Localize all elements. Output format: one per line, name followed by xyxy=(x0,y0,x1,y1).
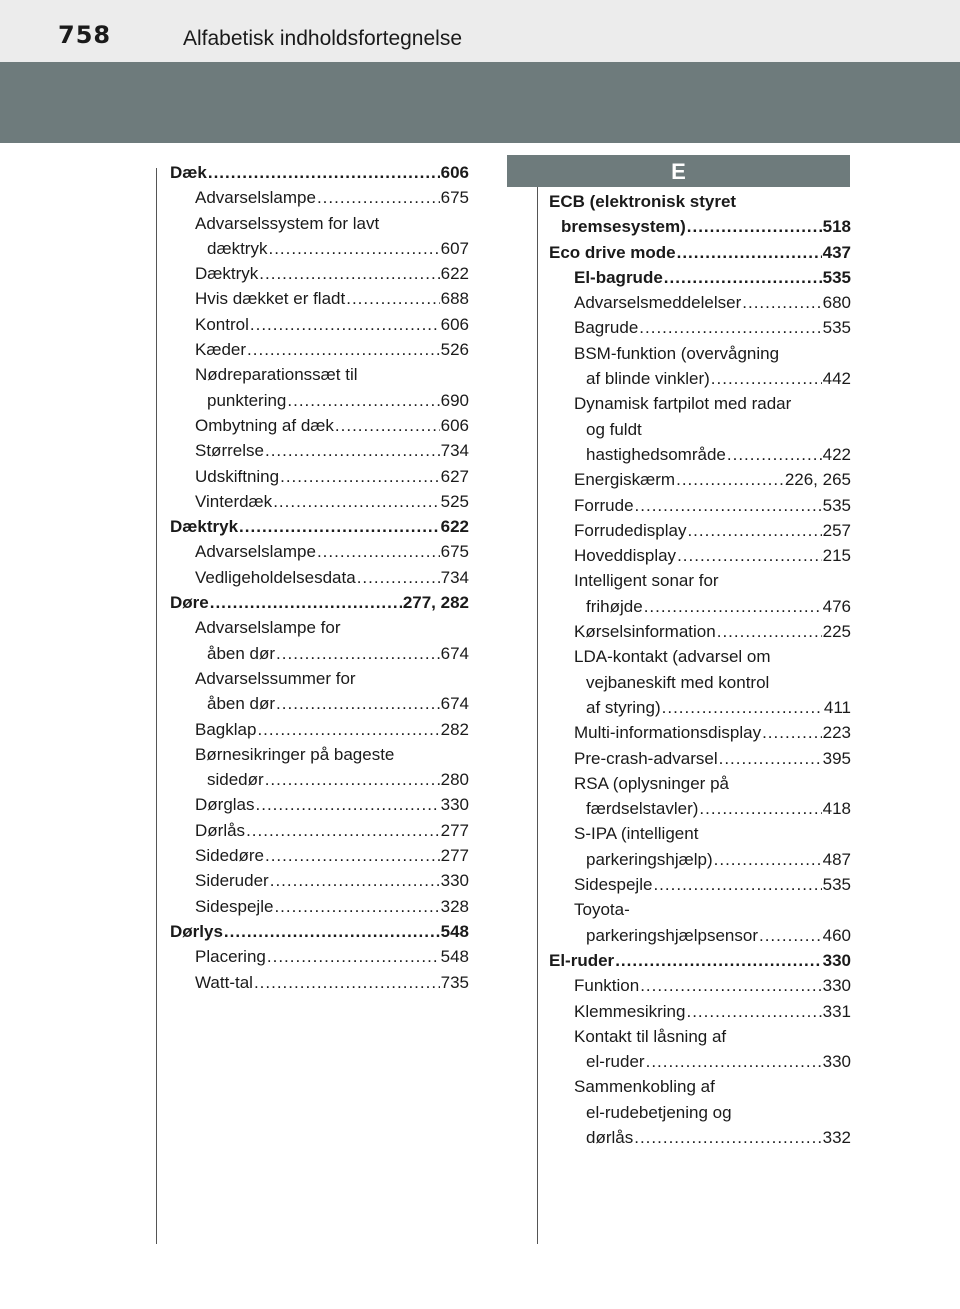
entry-page-ref: 622 xyxy=(440,264,469,284)
page-header xyxy=(0,0,960,62)
index-sub-entry xyxy=(170,489,469,514)
entry-page-ref: 226, 265 xyxy=(784,470,851,490)
index-sub-entry xyxy=(170,413,469,438)
dot-leader xyxy=(759,923,822,948)
entry-label: Kørselsinformation xyxy=(574,622,716,642)
dot-leader xyxy=(719,746,822,771)
index-main-entry xyxy=(170,919,469,944)
dot-leader xyxy=(686,999,821,1024)
dot-leader xyxy=(274,894,439,919)
dot-leader xyxy=(273,489,439,514)
entry-label: el-rudebetjening og xyxy=(586,1102,732,1122)
index-sub-entry xyxy=(170,615,469,640)
index-sub-entry xyxy=(549,973,851,998)
entry-page-ref: 257 xyxy=(822,520,851,540)
entry-page-ref: 734 xyxy=(440,441,469,461)
entry-label: Pre-crash-advarsel xyxy=(574,748,718,768)
entry-label: S-IPA (intelligent xyxy=(574,824,699,844)
entry-label: af blinde vinkler) xyxy=(586,369,710,389)
entry-label: Kæder xyxy=(195,340,247,360)
entry-page-ref: 330 xyxy=(440,871,469,891)
entry-page-ref: 418 xyxy=(822,799,851,819)
entry-label: parkeringshjælp) xyxy=(586,849,713,869)
dot-leader xyxy=(239,514,440,539)
entry-page-ref: 525 xyxy=(440,491,469,511)
index-sub-entry xyxy=(170,970,469,995)
page-number: 758 xyxy=(58,21,112,49)
index-sub-entry xyxy=(549,366,851,391)
dot-leader xyxy=(711,366,822,391)
entry-label: dørlås xyxy=(586,1127,634,1147)
entry-label: Advarselslampe xyxy=(195,542,316,562)
entry-label: Toyota- xyxy=(574,900,630,920)
entry-label: Dynamisk fartpilot med radar xyxy=(574,394,792,414)
dot-leader xyxy=(714,847,822,872)
entry-label: BSM-funktion (overvågning xyxy=(574,343,780,363)
dot-leader xyxy=(639,315,821,340)
entry-label: Multi-informationsdisplay xyxy=(574,723,762,743)
entry-page-ref: 282 xyxy=(440,719,469,739)
entry-label: El-ruder xyxy=(549,950,615,970)
dot-leader xyxy=(357,565,440,590)
dot-leader xyxy=(210,590,402,615)
entry-label: vejbaneskift med kontrol xyxy=(586,672,770,692)
entry-label: Advarselslampe for xyxy=(195,618,341,638)
entry-page-ref: 422 xyxy=(822,444,851,464)
index-sub-entry xyxy=(170,691,469,716)
entry-page-ref: 622 xyxy=(440,517,469,537)
index-sub-entry xyxy=(549,897,851,922)
index-sub-entry xyxy=(549,467,851,492)
entry-label: Kontrol xyxy=(195,314,249,334)
index-sub-entry xyxy=(170,843,469,868)
entry-page-ref: 548 xyxy=(440,947,469,967)
entry-label: Sideruder xyxy=(195,871,269,891)
entry-label: Vinterdæk xyxy=(195,491,273,511)
entry-page-ref: 734 xyxy=(440,567,469,587)
entry-page-ref: 330 xyxy=(822,1052,851,1072)
entry-page-ref: 330 xyxy=(822,976,851,996)
entry-label: Forrude xyxy=(574,495,634,515)
column-divider-left xyxy=(156,168,157,1244)
dot-leader xyxy=(346,286,439,311)
entry-page-ref: 331 xyxy=(822,1001,851,1021)
dot-leader xyxy=(317,539,440,564)
entry-label: dæktryk xyxy=(207,238,268,258)
index-main-entry xyxy=(170,160,469,185)
dot-leader xyxy=(762,720,822,745)
index-sub-entry xyxy=(549,391,851,416)
entry-label: Dørlås xyxy=(195,820,246,840)
entry-label: LDA-kontakt (advarsel om xyxy=(574,647,771,667)
entry-page-ref: 223 xyxy=(822,723,851,743)
entry-label: Intelligent sonar for xyxy=(574,571,719,591)
dot-leader xyxy=(653,872,821,897)
dot-leader xyxy=(265,843,440,868)
index-sub-entry xyxy=(170,868,469,893)
entry-page-ref: 526 xyxy=(440,340,469,360)
dot-leader xyxy=(699,796,821,821)
index-main-entry xyxy=(549,214,851,239)
entry-page-ref: 330 xyxy=(822,950,851,970)
index-sub-entry xyxy=(549,493,851,518)
index-sub-entry xyxy=(549,720,851,745)
entry-label: åben dør xyxy=(207,694,276,714)
entry-page-ref: 735 xyxy=(440,972,469,992)
entry-label: Ombytning af dæk xyxy=(195,415,334,435)
dot-leader xyxy=(268,236,439,261)
dot-leader xyxy=(259,261,439,286)
index-letter-header: E xyxy=(507,155,850,187)
entry-page-ref: 277 xyxy=(440,820,469,840)
entry-page-ref: 225 xyxy=(822,622,851,642)
entry-page-ref: 332 xyxy=(822,1127,851,1147)
entry-page-ref: 535 xyxy=(822,875,851,895)
index-sub-entry xyxy=(170,236,469,261)
index-sub-entry xyxy=(170,362,469,387)
entry-page-ref: 330 xyxy=(440,795,469,815)
entry-page-ref: 277, 282 xyxy=(402,593,469,613)
dot-leader xyxy=(267,944,440,969)
entry-page-ref: 535 xyxy=(822,495,851,515)
index-sub-entry xyxy=(170,438,469,463)
entry-label: ECB (elektronisk styret xyxy=(549,192,737,211)
index-sub-entry xyxy=(549,518,851,543)
dot-leader xyxy=(247,337,440,362)
index-sub-entry xyxy=(549,1125,851,1150)
index-sub-entry xyxy=(549,821,851,846)
index-sub-entry xyxy=(549,644,851,669)
entry-label: Advarselsmeddelelser xyxy=(574,293,742,313)
index-main-entry xyxy=(170,590,469,615)
entry-label: RSA (oplysninger på xyxy=(574,773,729,793)
entry-page-ref: 606 xyxy=(440,314,469,334)
index-main-entry xyxy=(170,514,469,539)
entry-label: Advarselslampe xyxy=(195,188,316,208)
index-sub-entry xyxy=(549,1024,851,1049)
index-sub-entry xyxy=(549,1049,851,1074)
index-sub-entry xyxy=(549,265,851,290)
index-column-left xyxy=(170,160,469,995)
entry-page-ref: 277 xyxy=(440,846,469,866)
index-sub-entry xyxy=(170,185,469,210)
entry-label: Dæk xyxy=(170,163,207,182)
dot-leader xyxy=(742,290,821,315)
index-sub-entry xyxy=(549,417,851,442)
entry-label: Energiskærm xyxy=(574,470,676,490)
index-sub-entry xyxy=(170,944,469,969)
entry-page-ref: 690 xyxy=(440,390,469,410)
dot-leader xyxy=(254,970,440,995)
entry-page-ref: 535 xyxy=(822,267,851,287)
index-sub-entry xyxy=(549,746,851,771)
index-sub-entry xyxy=(170,818,469,843)
entry-page-ref: 548 xyxy=(440,921,469,941)
index-sub-entry xyxy=(170,792,469,817)
index-sub-entry xyxy=(549,1100,851,1125)
entry-page-ref: 328 xyxy=(440,896,469,916)
dot-leader xyxy=(662,695,823,720)
entry-page-ref: 675 xyxy=(440,188,469,208)
entry-page-ref: 606 xyxy=(440,163,469,182)
entry-page-ref: 627 xyxy=(440,466,469,486)
dot-leader xyxy=(276,641,440,666)
index-sub-entry xyxy=(549,341,851,366)
entry-label: Døre xyxy=(170,593,209,613)
column-divider-middle xyxy=(537,168,538,1244)
entry-page-ref: 680 xyxy=(822,293,851,313)
entry-label: sidedør xyxy=(207,770,264,790)
index-sub-entry xyxy=(549,999,851,1024)
entry-label: Sidedøre xyxy=(195,846,264,866)
dot-leader xyxy=(287,388,439,413)
entry-label: Sidespejle xyxy=(195,896,274,916)
entry-label: parkeringshjælpsensor xyxy=(586,925,758,945)
entry-label: Hvis dækket er fladt xyxy=(195,289,346,309)
dot-leader xyxy=(727,442,822,467)
dot-leader xyxy=(246,818,440,843)
entry-label: Watt-tal xyxy=(195,972,253,992)
entry-label: punktering xyxy=(207,390,287,410)
entry-label: El-bagrude xyxy=(574,267,663,287)
entry-label: el-ruder xyxy=(586,1052,645,1072)
dot-leader xyxy=(646,1049,822,1074)
index-sub-entry xyxy=(170,717,469,742)
dot-leader xyxy=(270,868,440,893)
index-sub-entry xyxy=(170,565,469,590)
index-sub-entry xyxy=(170,894,469,919)
entry-page-ref: 607 xyxy=(440,238,469,258)
entry-label: Udskiftning xyxy=(195,466,280,486)
entry-label: Kontakt til låsning af xyxy=(574,1026,727,1046)
index-sub-entry xyxy=(170,211,469,236)
index-sub-entry xyxy=(170,464,469,489)
index-sub-entry xyxy=(549,695,851,720)
entry-label: Advarselssummer for xyxy=(195,668,356,688)
entry-label: Dørglas xyxy=(195,795,255,815)
header-band xyxy=(0,62,960,143)
entry-page-ref: 411 xyxy=(823,697,851,717)
entry-page-ref: 460 xyxy=(822,925,851,945)
dot-leader xyxy=(276,691,440,716)
entry-label: Sammenkobling af xyxy=(574,1077,715,1097)
entry-label: Dæktryk xyxy=(170,517,239,537)
dot-leader xyxy=(257,717,439,742)
index-sub-entry xyxy=(549,872,851,897)
dot-leader xyxy=(250,312,440,337)
entry-page-ref: 688 xyxy=(440,289,469,309)
entry-page-ref: 518 xyxy=(822,217,851,237)
dot-leader xyxy=(687,214,822,239)
dot-leader xyxy=(640,973,821,998)
entry-label: Forrudedisplay xyxy=(574,520,687,540)
entry-label: Størrelse xyxy=(195,441,264,461)
index-sub-entry xyxy=(170,337,469,362)
dot-leader xyxy=(224,919,440,944)
entry-label: Eco drive mode xyxy=(549,242,676,262)
entry-page-ref: 674 xyxy=(440,643,469,663)
entry-label: Bagrude xyxy=(574,318,639,338)
entry-label: færdselstavler) xyxy=(586,799,699,819)
entry-label: Børnesikringer på bageste xyxy=(195,744,395,764)
dot-leader xyxy=(635,493,822,518)
entry-label: Sidespejle xyxy=(574,875,653,895)
dot-leader xyxy=(265,438,440,463)
entry-page-ref: 215 xyxy=(822,546,851,566)
index-sub-entry xyxy=(170,767,469,792)
index-sub-entry xyxy=(170,261,469,286)
entry-label: Nødreparationssæt til xyxy=(195,365,358,385)
dot-leader xyxy=(676,467,784,492)
index-sub-entry xyxy=(549,847,851,872)
entry-page-ref: 674 xyxy=(440,694,469,714)
dot-leader xyxy=(335,413,440,438)
entry-page-ref: 476 xyxy=(822,596,851,616)
dot-leader xyxy=(687,518,821,543)
dot-leader xyxy=(677,543,822,568)
entry-page-ref: 487 xyxy=(822,849,851,869)
index-sub-entry xyxy=(170,742,469,767)
entry-label: bremsesystem) xyxy=(561,217,686,237)
entry-label: af styring) xyxy=(586,697,661,717)
index-sub-entry xyxy=(549,796,851,821)
entry-page-ref: 280 xyxy=(440,770,469,790)
entry-label: frihøjde xyxy=(586,596,643,616)
index-sub-entry xyxy=(549,771,851,796)
entry-label: og fuldt xyxy=(586,419,642,439)
index-column-right xyxy=(549,189,851,1150)
dot-leader xyxy=(265,767,440,792)
index-main-entry xyxy=(549,189,851,214)
index-sub-entry xyxy=(549,619,851,644)
index-sub-entry xyxy=(170,312,469,337)
entry-page-ref: 437 xyxy=(822,242,851,262)
dot-leader xyxy=(644,594,822,619)
entry-label: Dæktryk xyxy=(195,264,259,284)
index-sub-entry xyxy=(170,388,469,413)
index-sub-entry xyxy=(549,315,851,340)
index-sub-entry xyxy=(170,286,469,311)
dot-leader xyxy=(615,948,821,973)
index-sub-entry xyxy=(170,641,469,666)
index-sub-entry xyxy=(549,442,851,467)
entry-label: Vedligeholdelsesdata xyxy=(195,567,356,587)
dot-leader xyxy=(664,265,822,290)
dot-leader xyxy=(634,1125,821,1150)
index-sub-entry xyxy=(170,666,469,691)
dot-leader xyxy=(317,185,440,210)
entry-label: Klemmesikring xyxy=(574,1001,686,1021)
index-sub-entry xyxy=(549,670,851,695)
entry-label: hastighedsområde xyxy=(586,444,726,464)
index-sub-entry xyxy=(549,923,851,948)
entry-page-ref: 535 xyxy=(822,318,851,338)
index-sub-entry xyxy=(170,539,469,564)
entry-page-ref: 395 xyxy=(822,748,851,768)
page-title: Alfabetisk indholdsfortegnelse xyxy=(183,27,463,50)
index-sub-entry xyxy=(549,1074,851,1099)
entry-label: Bagklap xyxy=(195,719,257,739)
entry-page-ref: 442 xyxy=(822,369,851,389)
index-sub-entry xyxy=(549,543,851,568)
dot-leader xyxy=(208,160,440,185)
entry-label: åben dør xyxy=(207,643,276,663)
entry-page-ref: 606 xyxy=(440,415,469,435)
entry-label: Funktion xyxy=(574,976,640,996)
entry-label: Dørlys xyxy=(170,921,223,941)
index-sub-entry xyxy=(549,568,851,593)
index-main-entry xyxy=(549,948,851,973)
entry-label: Hoveddisplay xyxy=(574,546,677,566)
dot-leader xyxy=(677,240,822,265)
entry-label: Advarselssystem for lavt xyxy=(195,213,380,233)
dot-leader xyxy=(256,792,440,817)
entry-label: Placering xyxy=(195,947,266,967)
index-sub-entry xyxy=(549,290,851,315)
index-sub-entry xyxy=(549,594,851,619)
dot-leader xyxy=(717,619,822,644)
entry-page-ref: 675 xyxy=(440,542,469,562)
dot-leader xyxy=(280,464,440,489)
index-main-entry xyxy=(549,240,851,265)
